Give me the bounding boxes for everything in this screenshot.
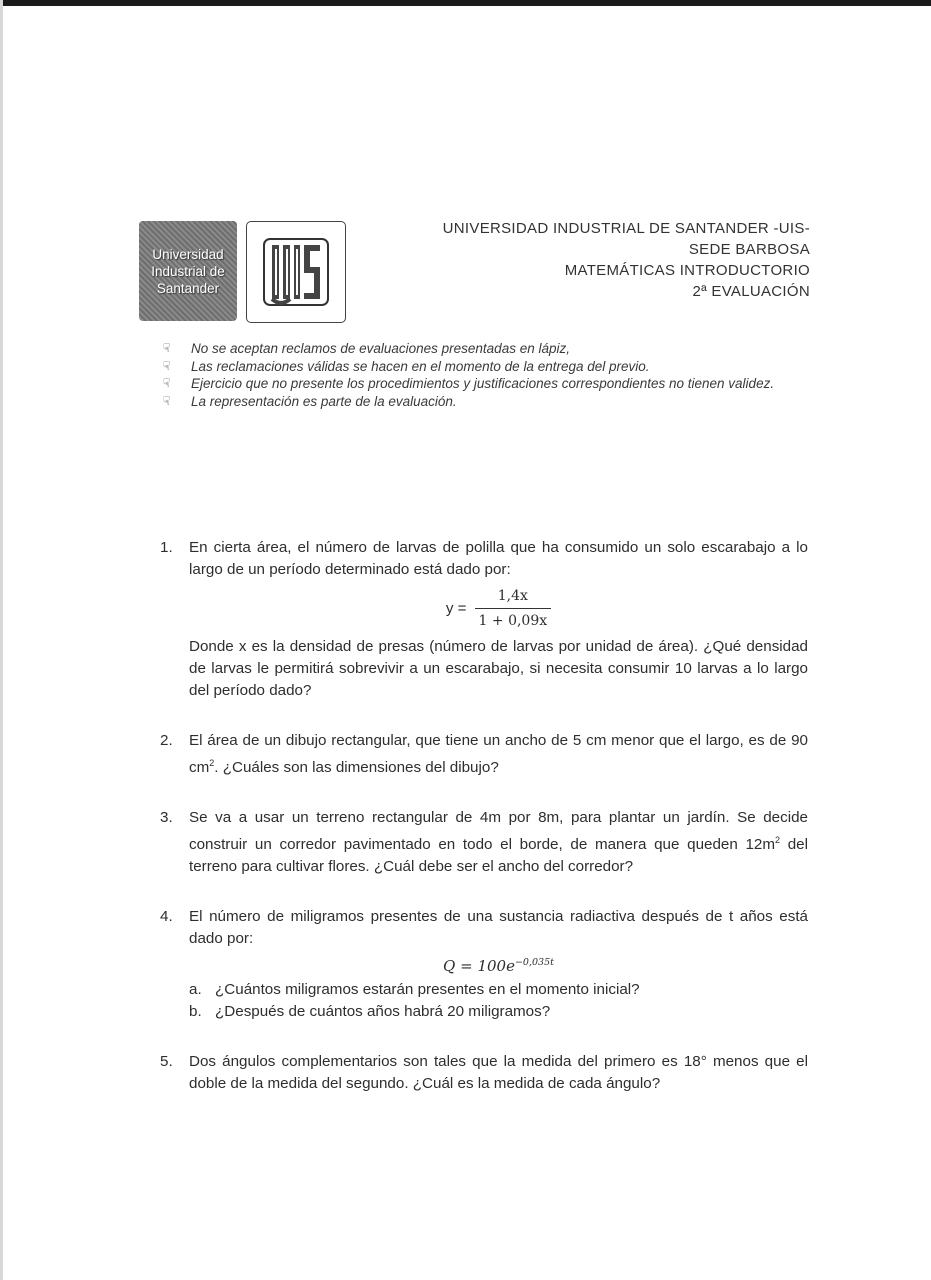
problem-4 (160, 906, 808, 1023)
hand-bullet-icon: ☟ (163, 358, 171, 373)
problem-text: El número de miligramos presentes de una sustancia radiactiva después de t años está dado por: (189, 908, 808, 948)
rule-item: ☟ No se aceptan reclamos de evaluaciones presentadas en lápiz, (163, 341, 570, 356)
problem-number: 3. (160, 809, 173, 827)
problem-number: 4. (160, 908, 173, 926)
problem-text: En cierta área, el número de larvas de polilla que ha consumido un solo escarabajo a lo largo de un período determinado está dado por: (189, 539, 808, 578)
problem-3 (160, 807, 808, 878)
exam-header (443, 218, 810, 302)
hand-bullet-icon: ☟ (163, 376, 171, 390)
problem-text: El área de un dibujo rectangular, que tiene un ancho de 5 cm menor que el largo, es de 90 $cm^2$. ¿Cuáles son las dimensiones del dibujo? (189, 732, 808, 777)
uis-emblem-logo (246, 221, 346, 323)
fraction-numerator: 1,4x (497, 588, 528, 604)
page-top-edge (0, 0, 931, 6)
formula-lhs: y = (445, 599, 467, 617)
fraction-denominator: 1 + 0,09x (475, 608, 552, 632)
exam-name: 2ª EVALUACIÓN (692, 283, 810, 300)
logo-line: Universidad (152, 246, 224, 262)
problem-2 (160, 730, 808, 779)
logo-line: Industrial de (151, 263, 225, 279)
page-left-shadow (0, 0, 3, 1280)
hand-bullet-icon: ☟ (163, 393, 171, 408)
sub-question-a: a. ¿Cuántos miligramos estarán presentes en el momento inicial? (189, 981, 640, 999)
rule-item: ☟ Las reclamaciones válidas se hacen en el momento de la entrega del previo. (163, 358, 650, 374)
problem-text: Donde x es la densidad de presas (número de larvas por unidad de área). ¿Qué densidad de larvas le permitirá sobrevivir a un escarabajo, si necesita consumir 10 larvas a lo largo del período dado? (189, 638, 808, 699)
problem-1 (160, 537, 808, 702)
problem-number: 2. (160, 732, 173, 749)
rule-item: ☟ La representación es parte de la evaluación. (163, 393, 457, 409)
problem-text: Dos ángulos complementarios son tales que la medida del primero es 18° menos que el doble de la medida del segundo. ¿Cuál es la medida de cada ángulo? (189, 1053, 808, 1093)
formula-fraction (475, 585, 552, 632)
problem-number: 1. (160, 539, 173, 556)
uis-emblem-icon (260, 233, 332, 311)
problem-text: Se va a usar un terreno rectangular de 4m por 8m, para plantar un jardín. Se decide construir un corredor pavimentado en todo el borde, de manera que queden $12m^2$ del terreno para cultivar flores. ¿Cuál debe ser el ancho del corredor? (189, 809, 808, 876)
course-name: MATEMÁTICAS INTRODUCTORIO (564, 262, 810, 279)
hand-bullet-icon: ☟ (163, 341, 171, 355)
beetle-formula (189, 585, 808, 632)
sub-question-b: b. ¿Después de cuántos años habrá 20 miligramos? (189, 1003, 551, 1021)
campus-name: SEDE BARBOSA (688, 241, 810, 258)
institution-name: UNIVERSIDAD INDUSTRIAL DE SANTANDER -UIS- (442, 220, 810, 237)
problem-5 (160, 1051, 808, 1095)
exam-rules (163, 340, 811, 410)
problem-list (160, 537, 808, 1095)
decay-formula: $Q = 100e^{-0,035t}$ (443, 957, 554, 976)
problem-number: 5. (160, 1053, 173, 1071)
rule-item: ☟ Ejercicio que no presente los procedimientos y justificaciones correspondientes no tienen validez. (163, 376, 775, 391)
logo-line: Santander (156, 280, 220, 296)
university-wordmark-logo (139, 221, 237, 321)
